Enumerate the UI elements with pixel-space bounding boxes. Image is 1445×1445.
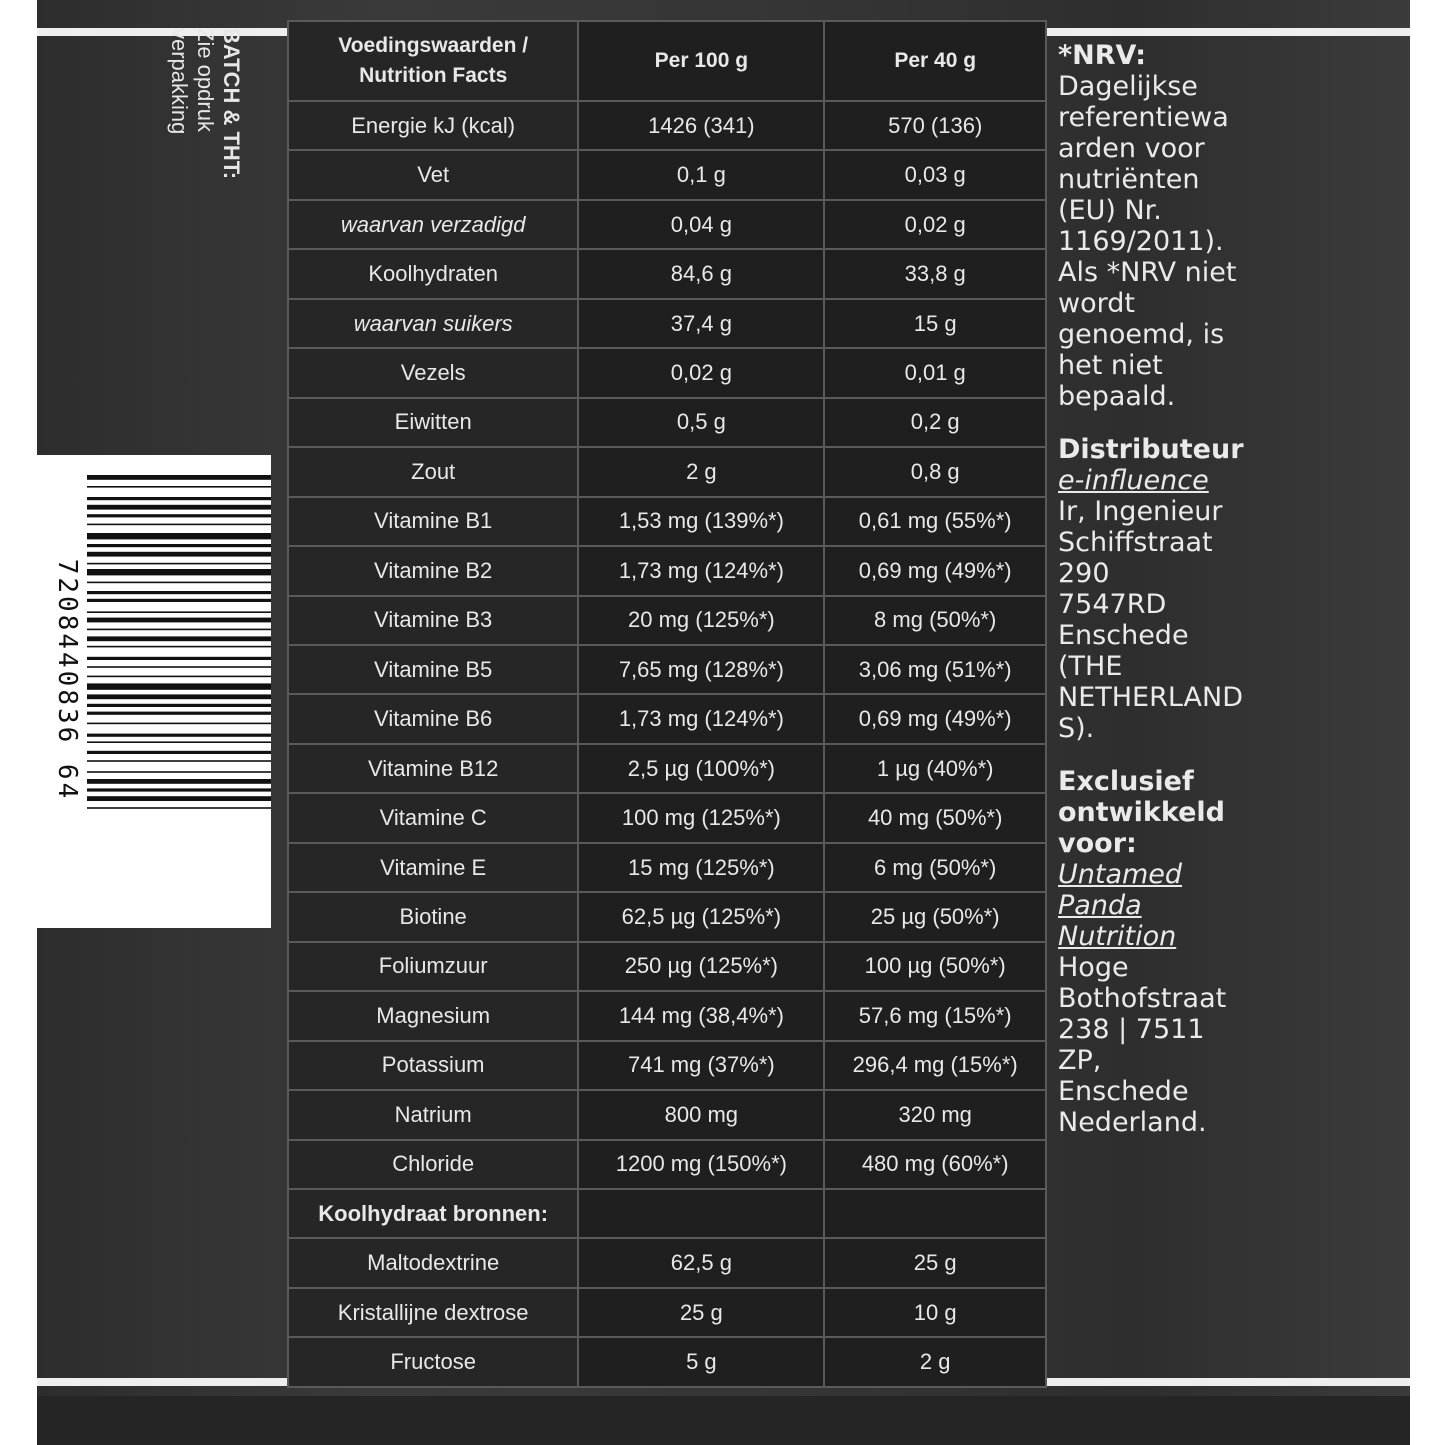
barcode-bar: [87, 807, 271, 809]
nutrient-name: Eiwitten: [288, 398, 578, 447]
nutrient-name: Foliumzuur: [288, 942, 578, 991]
nutrient-name: Vet: [288, 150, 578, 199]
nutrition-table: [287, 20, 1047, 1388]
value-per-40g: 25 µg (50%*): [824, 892, 1046, 941]
table-row: [288, 892, 1046, 941]
batch-title: BATCH & THT:: [219, 28, 244, 180]
barcode-bar: [87, 636, 271, 641]
barcode-bar: [87, 618, 271, 623]
value-per-100g: 1,73 mg (124%*): [578, 694, 824, 743]
table-row: [288, 1337, 1046, 1387]
nutrient-name: Vitamine B2: [288, 546, 578, 595]
barcode-bar: [87, 563, 271, 565]
barcode-bar: [87, 704, 271, 707]
table-header-row: [288, 21, 1046, 101]
bottom-band: [37, 1396, 1410, 1445]
value-per-100g: 1200 mg (150%*): [578, 1140, 824, 1189]
header-nutrition-facts: [288, 21, 578, 101]
value-per-100g: 62,5 µg (125%*): [578, 892, 824, 941]
nutrient-name: Vitamine B1: [288, 497, 578, 546]
table-row: [288, 1189, 1046, 1238]
brand-link[interactable]: [1058, 859, 1248, 952]
value-per-100g: 1426 (341): [578, 101, 824, 150]
brand-line: Panda: [1058, 890, 1142, 921]
nrv-line: wordt: [1058, 288, 1135, 319]
nutrient-name: Chloride: [288, 1140, 578, 1189]
table-row: [288, 694, 1046, 743]
value-per-40g: 0,2 g: [824, 398, 1046, 447]
value-per-100g: 100 mg (125%*): [578, 793, 824, 842]
value-per-40g: 8 mg (50%*): [824, 596, 1046, 645]
value-per-40g: 0,8 g: [824, 447, 1046, 496]
value-per-40g: 296,4 mg (15%*): [824, 1041, 1046, 1090]
barcode-bar: [87, 514, 271, 517]
header-per-40g: Per 40 g: [824, 21, 1046, 101]
table-row: [288, 299, 1046, 348]
barcode-bar: [87, 712, 271, 715]
nrv-line: Dagelijkse: [1058, 71, 1198, 102]
address-line: Enschede: [1058, 1076, 1189, 1107]
value-per-100g: 250 µg (125%*): [578, 942, 824, 991]
value-per-40g: 25 g: [824, 1238, 1046, 1287]
barcode-bar: [87, 751, 271, 754]
nutrient-name: Fructose: [288, 1337, 578, 1387]
distributor-line: 290: [1058, 558, 1110, 589]
value-per-100g: 0,04 g: [578, 200, 824, 249]
nutrient-name: Vitamine B3: [288, 596, 578, 645]
value-per-40g: 100 µg (50%*): [824, 942, 1046, 991]
table-row: [288, 991, 1046, 1040]
table-row: [288, 249, 1046, 298]
barcode-bar: [87, 611, 271, 613]
distributor-line: (THE: [1058, 651, 1123, 682]
value-per-40g: 320 mg: [824, 1090, 1046, 1139]
barcode-bar: [87, 646, 271, 648]
info-column: [1058, 40, 1248, 1138]
value-per-40g: 40 mg (50%*): [824, 793, 1046, 842]
value-per-100g: 5 g: [578, 1337, 824, 1387]
table-row: [288, 447, 1046, 496]
barcode-bar: [87, 657, 271, 660]
value-per-40g: 570 (136): [824, 101, 1046, 150]
value-per-40g: 33,8 g: [824, 249, 1046, 298]
value-per-100g: 25 g: [578, 1288, 824, 1337]
table-row: [288, 1090, 1046, 1139]
nutrient-name: Magnesium: [288, 991, 578, 1040]
table-row: [288, 645, 1046, 694]
value-per-100g: 0,1 g: [578, 150, 824, 199]
value-per-100g: 1,73 mg (124%*): [578, 546, 824, 595]
barcode-bar: [87, 741, 271, 743]
nrv-title: *NRV:: [1058, 40, 1146, 71]
header-per-100g: Per 100 g: [578, 21, 824, 101]
barcode-digits: 7208440836 64: [52, 558, 82, 802]
nutrient-name: Biotine: [288, 892, 578, 941]
barcode-bar: [87, 475, 271, 480]
nrv-line: het niet: [1058, 350, 1163, 381]
batch-info: [154, 28, 244, 248]
exclusive-title-line: voor:: [1058, 828, 1137, 859]
nutrient-name: Vezels: [288, 348, 578, 397]
barcode-bar: [87, 533, 271, 539]
address-line: Nederland.: [1058, 1107, 1207, 1138]
value-per-100g: 144 mg (38,4%*): [578, 991, 824, 1040]
barcode-bar: [87, 771, 271, 773]
value-per-40g: 480 mg (60%*): [824, 1140, 1046, 1189]
nutrient-name: Vitamine B12: [288, 744, 578, 793]
nrv-line: referentiewa: [1058, 102, 1229, 133]
distributor-title: Distributeur: [1058, 434, 1244, 465]
table-row: [288, 1140, 1046, 1189]
barcode-bar: [87, 544, 271, 547]
nrv-line: Als *NRV niet: [1058, 257, 1237, 288]
barcode-bar: [87, 569, 271, 575]
distributor-address: [1058, 496, 1248, 744]
barcode-bar: [87, 629, 271, 631]
value-per-100g: 0,02 g: [578, 348, 824, 397]
value-per-100g: 0,5 g: [578, 398, 824, 447]
value-per-100g: 15 mg (125%*): [578, 843, 824, 892]
nutrient-name: Kristallijne dextrose: [288, 1288, 578, 1337]
barcode: [37, 455, 271, 928]
table-row: [288, 546, 1046, 595]
value-per-100g: 2,5 µg (100%*): [578, 744, 824, 793]
nutrient-name: Natrium: [288, 1090, 578, 1139]
barcode-bar: [87, 524, 271, 526]
value-per-100g: [578, 1189, 824, 1238]
barcode-bar: [87, 788, 271, 791]
table-row: [288, 150, 1046, 199]
value-per-40g: 0,01 g: [824, 348, 1046, 397]
exclusive-title-line: Exclusief: [1058, 766, 1194, 797]
table-row: [288, 596, 1046, 645]
table-row: [288, 744, 1046, 793]
table-row: [288, 497, 1046, 546]
distributor-line: Enschede: [1058, 620, 1189, 651]
value-per-40g: 1 µg (40%*): [824, 744, 1046, 793]
value-per-40g: 0,02 g: [824, 200, 1046, 249]
brand-line: Untamed: [1058, 859, 1183, 890]
batch-line-1: Zie opdruk: [193, 28, 218, 132]
barcode-bar: [87, 676, 271, 678]
nutrient-name: waarvan suikers: [288, 299, 578, 348]
address-line: Bothofstraat: [1058, 983, 1227, 1014]
exclusive-title: [1058, 766, 1248, 859]
table-row: [288, 793, 1046, 842]
header-line-2: Nutrition Facts: [359, 64, 508, 87]
barcode-bar: [87, 591, 271, 594]
barcode-bar: [87, 552, 271, 557]
value-per-100g: 7,65 mg (128%*): [578, 645, 824, 694]
product-label: [37, 0, 1410, 1445]
value-per-40g: 2 g: [824, 1337, 1046, 1387]
value-per-40g: 0,69 mg (49%*): [824, 694, 1046, 743]
nutrient-name: Vitamine E: [288, 843, 578, 892]
nutrient-name: Zout: [288, 447, 578, 496]
barcode-bar: [87, 497, 271, 500]
table-row: [288, 1288, 1046, 1337]
barcode-bar: [87, 486, 271, 488]
value-per-40g: 6 mg (50%*): [824, 843, 1046, 892]
nrv-line: bepaald.: [1058, 381, 1176, 412]
barcode-bar: [87, 796, 271, 801]
exclusive-title-line: ontwikkeld: [1058, 797, 1225, 828]
value-per-40g: 0,69 mg (49%*): [824, 546, 1046, 595]
barcode-bar: [87, 683, 271, 689]
table-row: [288, 1238, 1046, 1287]
nrv-line: 1169/2011).: [1058, 226, 1224, 257]
nrv-line: arden voor: [1058, 133, 1205, 164]
nutrient-name: Maltodextrine: [288, 1238, 578, 1287]
value-per-40g: 15 g: [824, 299, 1046, 348]
nutrient-name: Vitamine B5: [288, 645, 578, 694]
table-row: [288, 398, 1046, 447]
table-row: [288, 843, 1046, 892]
distributor-line: S).: [1058, 713, 1095, 744]
distributor-line: Schiffstraat: [1058, 527, 1213, 558]
value-per-40g: [824, 1189, 1046, 1238]
barcode-bar: [87, 694, 271, 699]
table-row: [288, 101, 1046, 150]
barcode-bar: [87, 760, 271, 762]
value-per-100g: 20 mg (125%*): [578, 596, 824, 645]
table-row: [288, 200, 1046, 249]
nrv-line: genoemd, is: [1058, 319, 1225, 350]
distributor-line: Ir, Ingenieur: [1058, 496, 1223, 527]
value-per-100g: 1,53 mg (139%*): [578, 497, 824, 546]
table-row: [288, 348, 1046, 397]
distributor-line: 7547RD: [1058, 589, 1167, 620]
table-row: [288, 1041, 1046, 1090]
value-per-40g: 3,06 mg (51%*): [824, 645, 1046, 694]
value-per-100g: 84,6 g: [578, 249, 824, 298]
nutrient-name: Koolhydraten: [288, 249, 578, 298]
address-line: 238 | 7511 ZP,: [1058, 1014, 1205, 1076]
brand-line: Nutrition: [1058, 921, 1177, 952]
nrv-line: nutriënten: [1058, 164, 1200, 195]
value-per-40g: 57,6 mg (15%*): [824, 991, 1046, 1040]
nutrient-name: Koolhydraat bronnen:: [288, 1189, 578, 1238]
barcode-bar: [87, 734, 271, 737]
header-line-1: Voedingswaarden /: [338, 34, 529, 57]
barcode-bar: [87, 582, 271, 584]
value-per-40g: 0,61 mg (55%*): [824, 497, 1046, 546]
nutrient-name: Energie kJ (kcal): [288, 101, 578, 150]
barcode-bar: [87, 599, 271, 602]
nutrient-name: Vitamine B6: [288, 694, 578, 743]
value-per-100g: 741 mg (37%*): [578, 1041, 824, 1090]
value-per-100g: 2 g: [578, 447, 824, 496]
value-per-100g: 800 mg: [578, 1090, 824, 1139]
distributor-line: NETHERLAND: [1058, 682, 1243, 713]
barcode-bar: [87, 723, 271, 725]
nrv-text: [1058, 71, 1248, 412]
brand-address: [1058, 952, 1248, 1138]
nutrient-name: Vitamine C: [288, 793, 578, 842]
nutrient-name: Potassium: [288, 1041, 578, 1090]
address-line: Hoge: [1058, 952, 1129, 983]
nrv-line: (EU) Nr.: [1058, 195, 1162, 226]
value-per-100g: 37,4 g: [578, 299, 824, 348]
barcode-bar: [87, 666, 271, 668]
barcode-bar: [87, 779, 271, 784]
nutrient-name: waarvan verzadigd: [288, 200, 578, 249]
barcode-bar: [87, 505, 271, 510]
table-row: [288, 942, 1046, 991]
value-per-40g: 10 g: [824, 1288, 1046, 1337]
batch-line-2: verpakking: [167, 28, 192, 135]
distributor-name-link[interactable]: e-influence: [1058, 465, 1209, 496]
value-per-40g: 0,03 g: [824, 150, 1046, 199]
value-per-100g: 62,5 g: [578, 1238, 824, 1287]
